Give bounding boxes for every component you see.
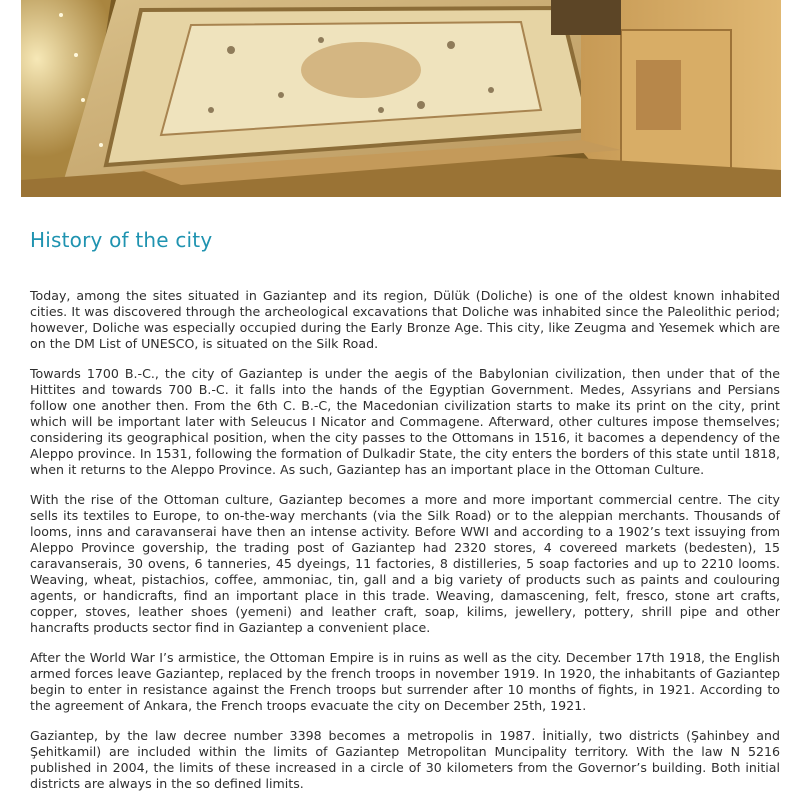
hero-image [21,0,781,197]
article-body [30,288,780,806]
paragraph: With the rise of the Ottoman culture, Gaziantep becomes a more and more important commercial centre. The city sells its textiles to Europe, to on-the-way merchants (via the Silk Road) or to the aleppian merchants. Thousands of looms, inns and caravanserai have then an intense activity. Before WWI and according to a 1902’s text issuying from Aleppo Province govership, the trading post of Gaziantep had 2320 stores, 4 covereed markets (bedesten), 15 caravanserais, 30 ovens, 6 tanneries, 45 dyeings, 11 factories, 8 distilleries, 5 soap factories and up to 2210 looms. Weaving, wheat, pistachios, coffee, ammoniac, tin, gall and a big variety of products such as paints and coulouring agents, or handicrafts, find an important place in this trade. Weaving, damascening, felt, fresco, stone art crafts, copper, stoves, leather shoes (yemeni) and leather craft, soap, kilims, jewellery, pottery, shrill pipe and other hancrafts products sector find in Gaziantep a convenient place. [30,492,780,635]
paragraph: Towards 1700 B.-C., the city of Gaziantep is under the aegis of the Babylonian civilization, then under that of the Hittites and towards 700 B.-C. it falls into the hands of the Egyptian Government. Medes, Assyrians and Persians follow one another then. From the 6th C. B.-C, the Macedonian civilization starts to make its print on the city, print which will be important later with Seleucus I Nicator and Commagene. Afterward, other cultures impose themselves; considering its geographical position, when the city passes to the Ottomans in 1516, it bacomes a dependency of the Aleppo province. In 1531, following the formation of Dulkadir State, the city enters the borders of this state until 1818, when it returns to the Aleppo Province. As such, Gaziantep has an important place in the Ottoman Culture. [30,366,780,477]
paragraph: Gaziantep, by the law decree number 3398 becomes a metropolis in 1987. İnitially, two districts (Şahinbey and Şehitkamil) are included within the limits of Gaziantep Metropolitan Muncipality territory. With the law N 5216 published in 2004, the limits of these increased in a circle of 30 kilometers from the Governor’s building. Both initial districts are always in the so defined limits. [30,728,780,791]
paragraph: Today, among the sites situated in Gaziantep and its region, Dülük (Doliche) is one of the oldest known inhabited cities. It was discovered through the archeological excavations that Doliche was inhabited since the Paleolithic period; however, Doliche was especially occupied during the Early Bronze Age. This city, like Zeugma and Yesemek which are on the DM List of UNESCO, is situated on the Silk Road. [30,288,780,351]
paragraph: After the World War I’s armistice, the Ottoman Empire is in ruins as well as the city. December 17th 1918, the English armed forces leave Gaziantep, replaced by the french troops in november 1919. In 1920, the inhabitants of Gaziantep begin to enter in resistance against the French troops but surrender after 10 months of fights, in 1921. According to the agreement of Ankara, the French troops evacuate the city on December 25th, 1921. [30,650,780,713]
page-title: History of the city [30,228,213,252]
mosaic-photo [21,0,781,197]
